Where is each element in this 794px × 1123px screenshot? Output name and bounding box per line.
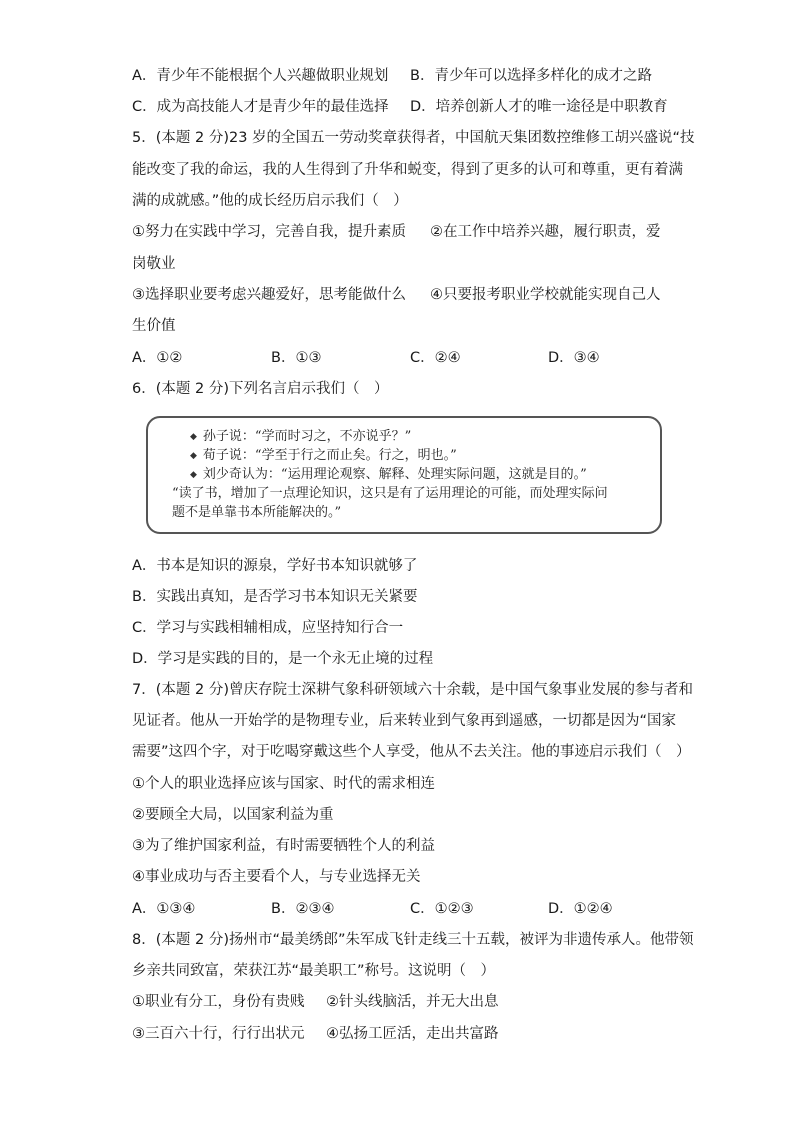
quote-line-1 — [190, 428, 411, 446]
q5-statement-4-cont: 生价值 — [132, 318, 176, 334]
q5-option-a: A．①② — [132, 350, 183, 366]
q5-statement-2-cont: 岗敬业 — [132, 256, 176, 272]
q6-option-b: B．实践出真知，是否学习书本知识无关紧要 — [132, 589, 418, 605]
q7-statement-1: ①个人的职业选择应该与国家、时代的需求相连 — [132, 776, 435, 792]
q8-stem-line2: 乡亲共同致富，荣获江苏“最美职工”称号。这说明（ ） — [132, 963, 496, 979]
diamond-bullet-icon: ◆ — [190, 451, 197, 461]
q5-stem-line2: 能改变了我的命运，我的人生得到了升华和蜕变，得到了更多的认可和尊重，更有着满 — [132, 162, 683, 178]
q4-option-b: B．青少年可以选择多样化的成才之路 — [410, 68, 652, 84]
q6-option-d: D．学习是实践的目的，是一个永无止境的过程 — [132, 651, 434, 667]
q5-option-c: C．②④ — [410, 350, 461, 366]
q6-option-c: C．学习与实践相辅相成，应坚持知行合一 — [132, 620, 404, 636]
quote-line-4: “读了书，增加了一点理论知识，这只是有了运用理论的可能，而处理实际问 — [172, 486, 608, 501]
q4-option-d: D．培养创新人才的唯一途径是中职教育 — [410, 99, 668, 115]
q8-statement-1: ①职业有分工，身份有贵贱 — [132, 994, 305, 1010]
q8-statement-2: ②针头线脑活，并无大出息 — [326, 994, 499, 1010]
q5-stem-line3: 满的成就感。”他的成长经历启示我们（ ） — [132, 193, 408, 209]
q5-statement-1: ①努力在实践中学习，完善自我，提升素质 — [132, 224, 406, 240]
q7-statement-4: ④事业成功与否主要看个人，与专业选择无关 — [132, 869, 421, 885]
q7-statement-2: ②要顾全大局，以国家利益为重 — [132, 807, 334, 823]
q7-stem-line3: 需要”这四个字，对于吃喝穿戴这些个人享受，他从不去关注。他的事迹启示我们（ ） — [132, 744, 691, 760]
diamond-bullet-icon: ◆ — [190, 470, 197, 480]
q4-option-a: A．青少年不能根据个人兴趣做职业规划 — [132, 68, 389, 84]
q5-statement-2: ②在工作中培养兴趣，履行职责，爱 — [430, 224, 661, 240]
q6-option-a: A．书本是知识的源泉，学好书本知识就够了 — [132, 558, 418, 574]
quote-line-3 — [190, 466, 587, 484]
q8-statement-4: ④弘扬工匠活，走出共富路 — [326, 1026, 499, 1042]
q6-stem: 6．(本题 2 分)下列名言启示我们（ ） — [132, 381, 389, 397]
quote-confucius: 孙子说：“学而时习之，不亦说乎？” — [202, 429, 412, 444]
q7-option-a: A．①③④ — [132, 901, 196, 917]
q7-option-c: C．①②③ — [410, 901, 474, 917]
q5-statement-3: ③选择职业要考虑兴趣爱好，思考能做什么 — [132, 287, 406, 303]
q7-option-b: B．②③④ — [271, 901, 335, 917]
q5-statement-4: ④只要报考职业学校就能实现自己人 — [430, 287, 661, 303]
quote-line-2 — [190, 447, 457, 465]
q7-statement-3: ③为了维护国家利益，有时需要牺牲个人的利益 — [132, 838, 435, 854]
q7-option-d: D．①②④ — [548, 901, 613, 917]
diamond-bullet-icon: ◆ — [190, 432, 197, 442]
q4-option-c: C．成为高技能人才是青少年的最佳选择 — [132, 99, 389, 115]
quote-xunzi: 荀子说：“学至于行之而止矣。行之，明也。” — [202, 448, 457, 463]
q8-stem-line1: 8．(本题 2 分)扬州市“最美绣郎”朱军成飞针走线三十五载，被评为非遗传承人。他带领 — [132, 932, 694, 948]
quote-line-5: 题不是单靠书本所能解决的。” — [172, 505, 342, 520]
q8-statement-3: ③三百六十行，行行出状元 — [132, 1026, 305, 1042]
q7-stem-line1: 7．(本题 2 分)曾庆存院士深耕气象科研领域六十余载，是中国气象事业发展的参与者和 — [132, 682, 693, 698]
quote-liu-shaoqi: 刘少奇认为：“运用理论观察、解释、处理实际问题，这就是目的。” — [202, 467, 587, 482]
q5-option-d: D．③④ — [548, 350, 600, 366]
q7-stem-line2: 见证者。他从一开始学的是物理专业，后来转业到气象再到遥感，一切都是因为“国家 — [132, 713, 677, 729]
q5-stem-line1: 5．(本题 2 分)23 岁的全国五一劳动奖章获得者，中国航天集团数控维修工胡兴盛说“技 — [132, 130, 695, 146]
q5-option-b: B．①③ — [271, 350, 322, 366]
